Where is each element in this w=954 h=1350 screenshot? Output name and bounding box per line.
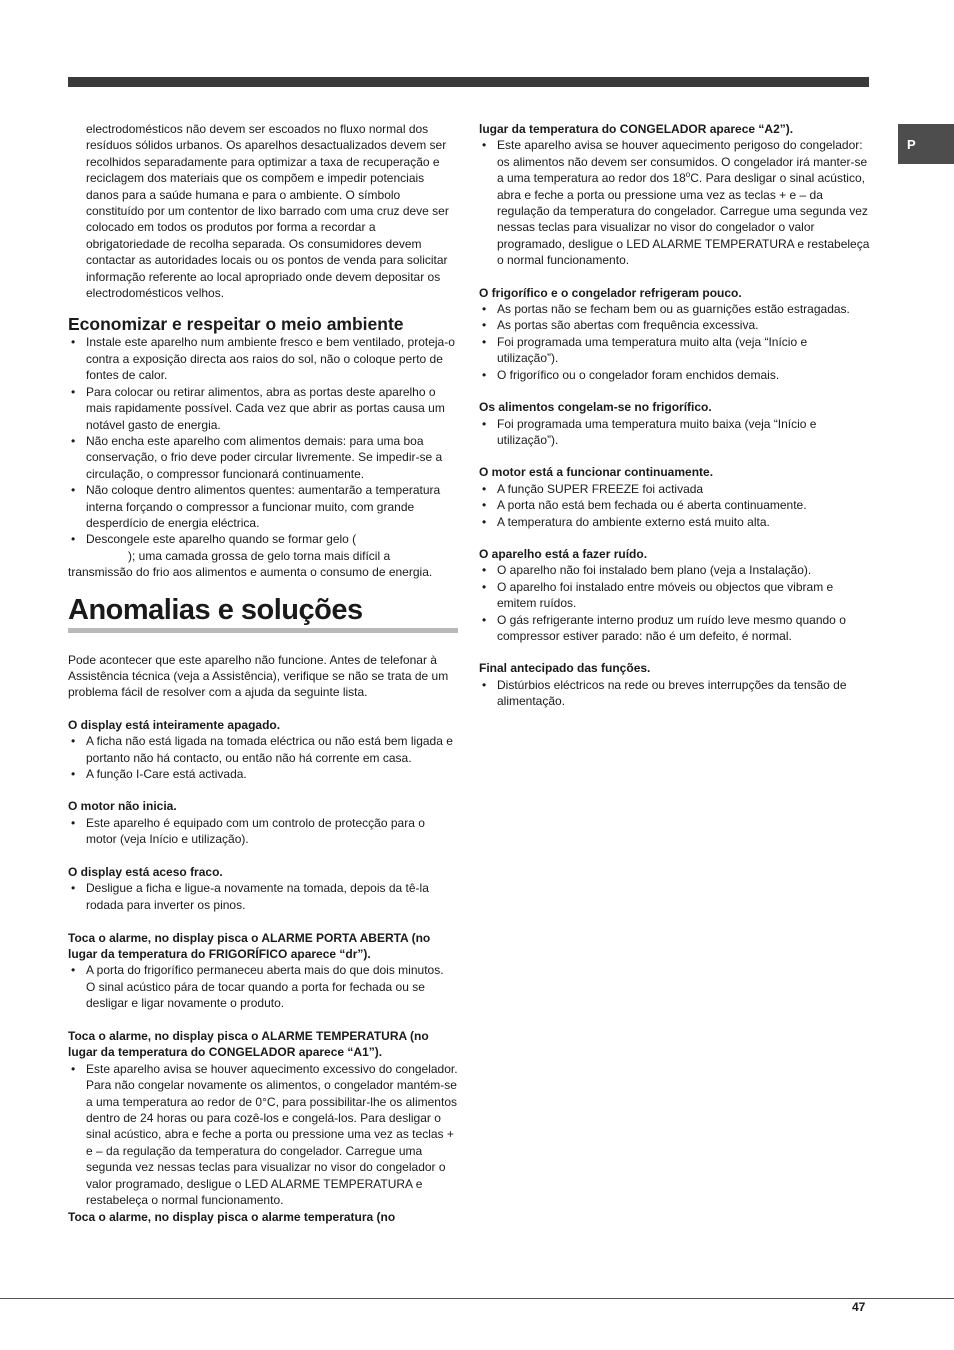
question-heading: O display está inteiramente apagado. — [68, 717, 281, 732]
list-item: • A porta do frigorífico permaneceu aberta mais do que dois minutos. — [68, 962, 458, 978]
spacer — [68, 848, 458, 864]
language-tab-label: P — [907, 137, 916, 152]
question-heading: Toca o alarme, no display pisca o ALARME TEMPERATURA (no lugar da temperatura do CONGELADOR aparece “A1”). — [68, 1029, 429, 1060]
list-item: • Este aparelho é equipado com um controlo de protecção para o motor (veja Início e utilização). — [68, 815, 458, 848]
footer-rule — [0, 1298, 954, 1299]
page-number: 47 — [852, 1300, 866, 1314]
list-item: • Não coloque dentro alimentos quentes: aumentarão a temperatura interna forçando o compressor a funcionar muito, com grande desperdício de energia eléctrica. — [68, 482, 458, 531]
answer-list — [68, 962, 458, 978]
question-heading: lugar da temperatura do CONGELADOR aparece “A2”). — [479, 122, 794, 136]
language-tab — [898, 124, 954, 164]
answer-list — [68, 1061, 458, 1077]
list-item: • A ficha não está ligada na tomada eléctrica ou não está bem ligada e portanto não há contacto, ou então não há corrente em casa. — [68, 733, 458, 766]
list-item: • Foi programada uma temperatura muito alta (veja “Início e utilização”). — [479, 334, 871, 367]
list-item: • O gás refrigerante interno produz um ruído leve mesmo quando o compressor estiver parado: não é um defeito, é normal. — [479, 612, 871, 645]
answer-continuation: Para não congelar novamente os alimentos, o congelador mantém-se a uma temperatura ao redor de 0°C, para possibilitar-lhe os alimentos dentro de 24 horas ou para cozê-los e congelá-los. Para desligar o sinal acústico, abra e feche a porta ou pressione uma vez as teclas + e – da regulação da temperatura do congelador. Carregue uma segunda vez nessas teclas para visualizar no visor do congelador o valor programado, desligue o LED ALARME TEMPERATURA e restabeleça o normal funcionamento. — [86, 1078, 457, 1208]
answer-list — [479, 137, 871, 268]
list-item: • Distúrbios eléctricos na rede ou breves interrupções da tensão de alimentação. — [479, 677, 871, 710]
intro-paragraph: Pode acontecer que este aparelho não funcione. Antes de telefonar à Assistência técnica (veja a Assistência), verifique se não se trata de um problema fácil de resolver com a ajuda da seguinte lista. — [68, 652, 449, 700]
question-heading: O frigorífico e o congelador refrigeram pouco. — [479, 285, 742, 300]
question-heading: O motor está a funcionar continuamente. — [479, 465, 714, 480]
list-item: • Este aparelho avisa se houver aquecimento excessivo do congelador. — [68, 1061, 458, 1077]
list-item: • Para colocar ou retirar alimentos, abra as portas deste aparelho o mais rapidamente possível. Cada vez que abrir as portas causa um notável gasto de energia. — [68, 384, 458, 433]
answer-list — [68, 815, 458, 848]
a2-text-start: Este aparelho avisa se houver aquecimento perigoso do congelador: os alimentos não devem ser consumidos. O congelador irá manter-se a uma temperatura ao redor dos 18 — [497, 138, 868, 186]
answer-list — [479, 677, 871, 710]
answer-list — [479, 481, 871, 530]
list-item: • Instale este aparelho num ambiente fresco e bem ventilado, proteja-o contra a exposição directa aos raios do sol, não o coloque perto de fontes de calor. — [68, 334, 458, 383]
answer-list — [479, 301, 871, 383]
list-item: • Foi programada uma temperatura muito baixa (veja “Início e utilização”). — [479, 416, 871, 449]
list-item: • Desligue a ficha e ligue-a novamente na tomada, depois da tê-la rodada para inverter os pinos. — [68, 880, 458, 913]
title-underline — [68, 628, 458, 633]
question-heading: O display está aceso fraco. — [68, 865, 223, 880]
list-item — [68, 531, 458, 547]
list-item: • A porta não está bem fechada ou é aberta continuamente. — [479, 497, 871, 513]
list-item: • A função SUPER FREEZE foi activada — [479, 481, 871, 497]
question-heading: Os alimentos congelam-se no frigorífico. — [479, 400, 712, 415]
right-column — [479, 121, 871, 710]
answer-list — [479, 416, 871, 449]
list-item: • O aparelho não foi instalado bem plano (veja a Instalação). — [479, 562, 871, 578]
defrost-text-end: ); uma camada grossa de gelo torna mais difícil a transmissão do frio aos alimentos e aumenta o consumo de energia. — [68, 548, 433, 580]
list-item: • As portas são abertas com frequência excessiva. — [479, 317, 871, 333]
disposal-paragraph: electrodomésticos não devem ser escoados no fluxo normal dos resíduos sólidos urbanos. Os aparelhos desactualizados devem ser recolhidos separadamente para optimizar a taxa de recuperação e reciclagem dos materiais que os compõem e impedir potenciais danos para a saúde humana e para o ambiente. O símbolo constituído por um contentor de lixo barrado com uma cruz deve ser colocado em todos os produtos por forma a recordar a obrigatoriedade de recolha separada. Os consumidores devem contactar as autoridades locais ou os pontos de venda para solicitar informação referente ao local apropriado onde devem depositar os electrodomésticos velhos. — [86, 122, 449, 301]
answer-list — [68, 733, 458, 782]
list-item — [479, 137, 871, 268]
question-heading: Final antecipado das funções. — [479, 661, 651, 676]
question-heading: O aparelho está a fazer ruído. — [479, 546, 648, 561]
degree-sup: o — [685, 170, 691, 180]
answer-list — [479, 562, 871, 644]
list-item: • As portas não se fecham bem ou as guarnições estão estragadas. — [479, 301, 871, 317]
list-item: • A função I-Care está activada. — [68, 766, 458, 782]
left-column — [68, 121, 458, 1225]
question-heading: Toca o alarme, no display pisca o alarme temperatura (no — [68, 1209, 396, 1224]
list-item: • Não encha este aparelho com alimentos demais: para uma boa conservação, o frio deve poder circular livremente. Se impedir-se a circulação, o compressor funcionará continuamente. — [68, 433, 458, 482]
a2-text-end: C. Para desligar o sinal acústico, abra e feche a porta ou pressione uma vez as teclas + e – da regulação da temperatura do congelador. Carregue uma segunda vez nessas teclas para visualizar no visor do congelador o valor programado, desligue o LED ALARME TEMPERATURA e restabeleça o normal funcionamento. — [497, 171, 870, 268]
list-item: • O frigorífico ou o congelador foram enchidos demais. — [479, 367, 871, 383]
list-item: • A temperatura do ambiente externo está muito alta. — [479, 514, 871, 530]
list-item: • O aparelho foi instalado entre móveis ou objectos que vibram e emitem ruídos. — [479, 579, 871, 612]
answer-list — [68, 880, 458, 913]
spacer — [68, 1012, 458, 1028]
spacer — [68, 913, 458, 929]
answer-continuation: O sinal acústico pára de tocar quando a porta for fechada ou se desligar e ligar novamente o produto. — [86, 979, 425, 1011]
page-title: Anomalias e soluções — [68, 593, 363, 626]
defrost-text-start: Descongele este aparelho quando se formar gelo ( — [86, 532, 357, 547]
question-heading: Toca o alarme, no display pisca o ALARME PORTA ABERTA (no lugar da temperatura do FRIGORÍFICO aparece “dr”). — [68, 930, 431, 962]
eco-heading: Economizar e respeitar o meio ambiente — [68, 314, 404, 335]
header-bar — [68, 77, 869, 87]
eco-list — [68, 334, 458, 547]
question-heading: O motor não inicia. — [68, 799, 177, 814]
